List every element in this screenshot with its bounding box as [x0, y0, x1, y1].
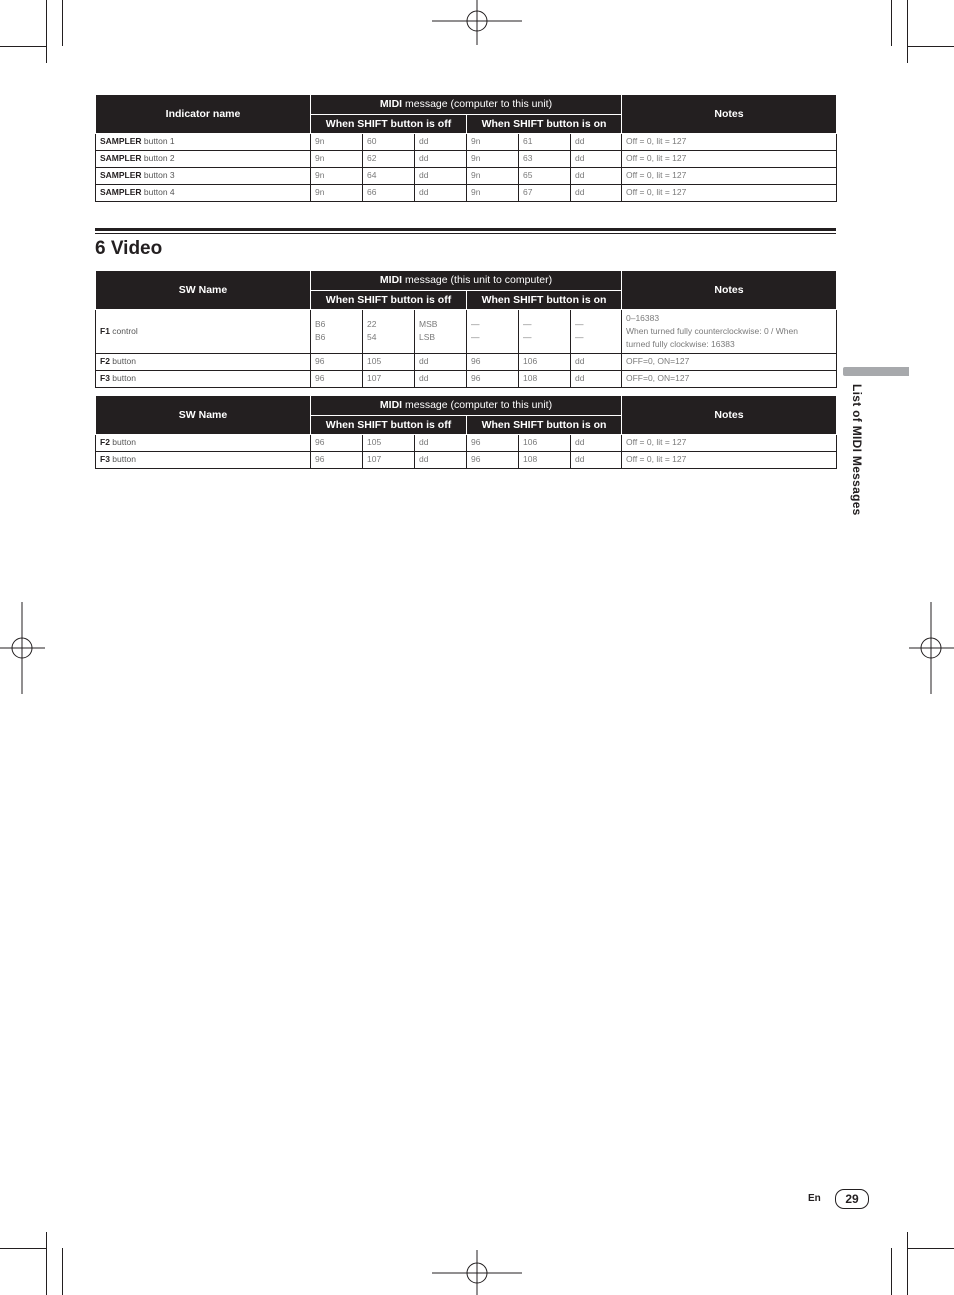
row-notes: Off = 0, lit = 127 [622, 133, 837, 150]
row-notes: Off = 0, lit = 127 [622, 184, 837, 201]
table1-body [96, 133, 837, 201]
row-name: SAMPLER button 2 [96, 150, 311, 167]
registration-mark-top [432, 0, 522, 45]
midi-cell: 67 [519, 184, 571, 201]
header-notes: Notes [622, 95, 837, 133]
midi-cell: MSB LSB [415, 309, 467, 353]
midi-cell: 106 [519, 353, 571, 370]
midi-cell: 9n [311, 184, 363, 201]
row-name: F3 button [96, 370, 311, 387]
midi-cell: 61 [519, 133, 571, 150]
midi-cell: dd [415, 150, 467, 167]
midi-cell: 96 [467, 434, 519, 451]
midi-cell: 60 [363, 133, 415, 150]
table-row [96, 133, 837, 150]
header-sw-name: SW Name [96, 396, 311, 434]
midi-cell: 64 [363, 167, 415, 184]
section-rule-thick [95, 228, 836, 231]
midi-cell: dd [571, 353, 622, 370]
midi-cell: dd [415, 451, 467, 468]
table-row [96, 184, 837, 201]
section-rule-thin [95, 233, 836, 234]
midi-cell: B6 B6 [311, 309, 363, 353]
row-notes: Off = 0, lit = 127 [622, 451, 837, 468]
row-notes: 0–16383 When turned fully counterclockwise: 0 / When turned fully clockwise: 16383 [622, 309, 837, 353]
midi-cell: dd [415, 353, 467, 370]
header-shift-off: When SHIFT button is off [311, 415, 467, 434]
midi-cell: 105 [363, 353, 415, 370]
page-number: 29 [835, 1189, 869, 1209]
midi-cell: 65 [519, 167, 571, 184]
midi-cell: dd [415, 370, 467, 387]
row-notes: OFF=0, ON=127 [622, 370, 837, 387]
row-notes: Off = 0, lit = 127 [622, 434, 837, 451]
midi-cell: 105 [363, 434, 415, 451]
table-row [96, 434, 837, 451]
header-notes: Notes [622, 396, 837, 434]
midi-cell: 96 [311, 434, 363, 451]
row-name: SAMPLER button 3 [96, 167, 311, 184]
midi-cell: dd [571, 150, 622, 167]
midi-cell: — — [571, 309, 622, 353]
table-row [96, 370, 837, 387]
midi-cell: dd [571, 184, 622, 201]
table2-body [96, 309, 837, 387]
midi-cell: 66 [363, 184, 415, 201]
video-computer-to-unit-table [95, 396, 837, 469]
midi-cell: — — [467, 309, 519, 353]
row-name: SAMPLER button 4 [96, 184, 311, 201]
section-heading: 6 Video [95, 238, 163, 259]
row-name: F3 button [96, 451, 311, 468]
midi-cell: 108 [519, 451, 571, 468]
header-shift-off: When SHIFT button is off [311, 290, 467, 309]
midi-cell: 108 [519, 370, 571, 387]
midi-cell: dd [571, 167, 622, 184]
midi-cell: 9n [467, 167, 519, 184]
table-row [96, 309, 837, 353]
header-shift-on: When SHIFT button is on [467, 114, 622, 133]
header-notes: Notes [622, 271, 837, 309]
table3-body [96, 434, 837, 468]
midi-cell: 63 [519, 150, 571, 167]
side-tab-label: List of MIDI Messages [850, 384, 864, 516]
midi-cell: 96 [467, 353, 519, 370]
midi-cell: 96 [467, 451, 519, 468]
midi-cell: 9n [467, 184, 519, 201]
language-label: En [808, 1193, 821, 1204]
sampler-indicator-table [95, 95, 837, 202]
midi-cell: 106 [519, 434, 571, 451]
registration-mark-right [909, 602, 954, 694]
registration-mark-bottom [432, 1250, 522, 1295]
midi-cell: 9n [311, 167, 363, 184]
midi-cell: dd [571, 434, 622, 451]
table-row [96, 353, 837, 370]
header-midi-message: MIDI message (this unit to computer) [311, 271, 622, 290]
midi-cell: 96 [311, 353, 363, 370]
midi-cell: 96 [311, 451, 363, 468]
row-name: F2 button [96, 353, 311, 370]
table-row [96, 150, 837, 167]
midi-cell: 107 [363, 370, 415, 387]
midi-cell: dd [415, 434, 467, 451]
row-name: F1 control [96, 309, 311, 353]
header-midi-message: MIDI message (computer to this unit) [311, 95, 622, 114]
midi-cell: 9n [467, 150, 519, 167]
midi-cell: dd [571, 133, 622, 150]
row-notes: Off = 0, lit = 127 [622, 167, 837, 184]
row-notes: OFF=0, ON=127 [622, 353, 837, 370]
midi-cell: 107 [363, 451, 415, 468]
header-midi-message: MIDI message (computer to this unit) [311, 396, 622, 415]
midi-cell: 62 [363, 150, 415, 167]
midi-cell: dd [415, 167, 467, 184]
midi-cell: 96 [311, 370, 363, 387]
header-shift-on: When SHIFT button is on [467, 290, 622, 309]
midi-cell: — — [519, 309, 571, 353]
header-shift-off: When SHIFT button is off [311, 114, 467, 133]
midi-cell: dd [571, 370, 622, 387]
midi-cell: dd [415, 133, 467, 150]
midi-cell: 96 [467, 370, 519, 387]
midi-cell: 9n [311, 133, 363, 150]
midi-cell: dd [571, 451, 622, 468]
midi-cell: dd [415, 184, 467, 201]
midi-cell: 9n [311, 150, 363, 167]
row-name: F2 button [96, 434, 311, 451]
video-unit-to-computer-table [95, 271, 837, 388]
midi-cell: 9n [467, 133, 519, 150]
side-tab-marker [843, 367, 909, 376]
row-notes: Off = 0, lit = 127 [622, 150, 837, 167]
midi-cell: 22 54 [363, 309, 415, 353]
header-shift-on: When SHIFT button is on [467, 415, 622, 434]
registration-mark-left [0, 602, 45, 694]
row-name: SAMPLER button 1 [96, 133, 311, 150]
table-row [96, 451, 837, 468]
header-sw-name: SW Name [96, 271, 311, 309]
header-indicator-name: Indicator name [96, 95, 311, 133]
table-row [96, 167, 837, 184]
